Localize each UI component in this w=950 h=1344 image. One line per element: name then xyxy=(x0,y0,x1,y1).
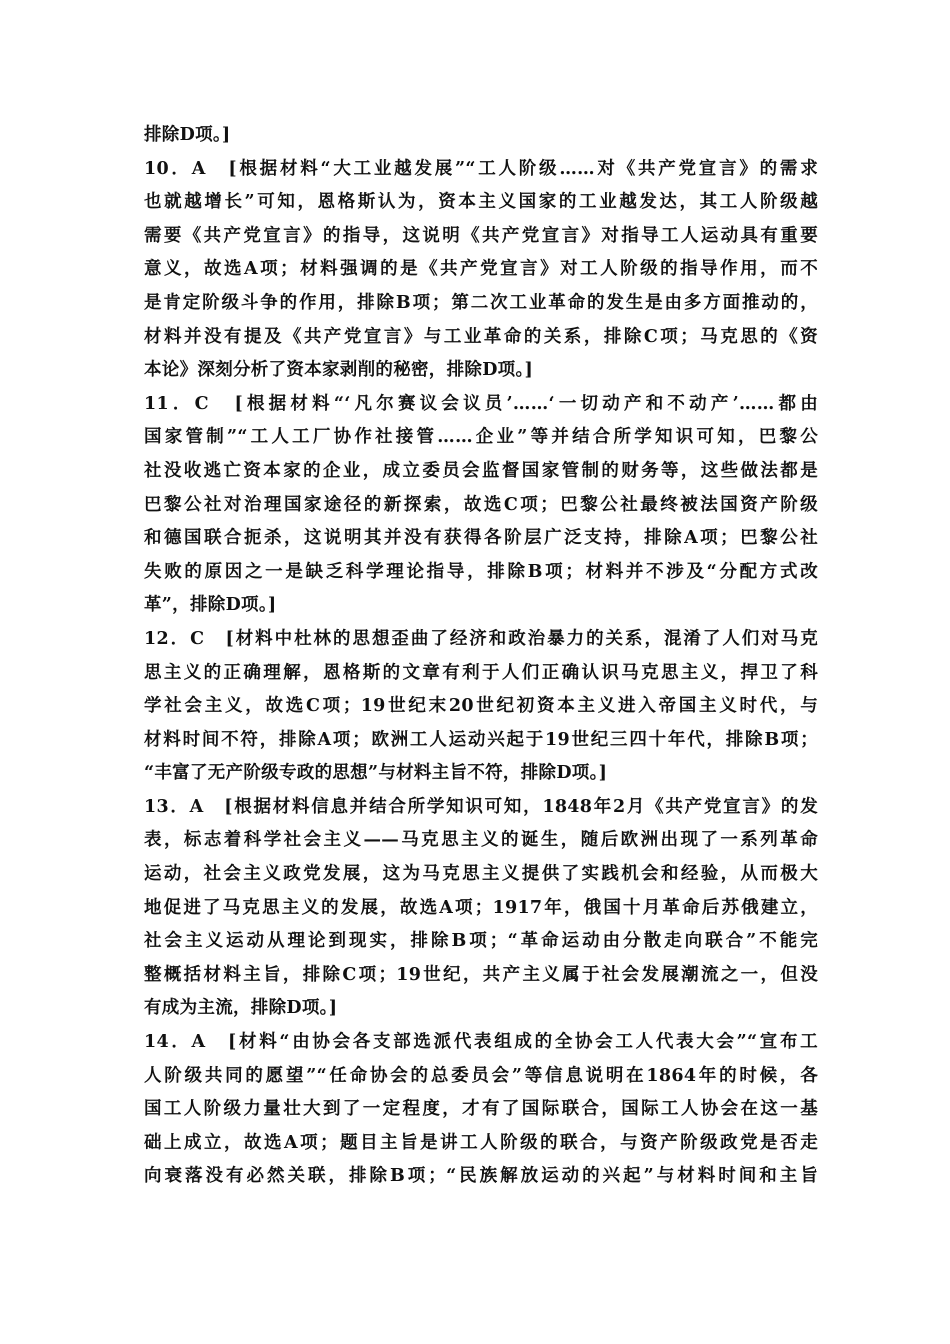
text-line: 国工人阶级力量壮大到了一定程度，才有了国际联合，国际工人协会在这一基 xyxy=(144,1099,818,1120)
text-line: 社没收逃亡资本家的企业，成立委员会监督国家管制的财务等，这些做法都是 xyxy=(144,460,818,481)
text-line: 材料时间不符，排除A项；欧洲工人运动兴起于19世纪三四十年代，排除B项； xyxy=(144,729,818,750)
text-line: 巴黎公社对治理国家途径的新探索，故选C项；巴黎公社最终被法国资产阶级 xyxy=(144,494,818,515)
text-line: 14．A [材料“由协会各支部选派代表组成的全协会工人代表大会”“宣布工 xyxy=(144,1032,818,1053)
text-line: 意义，故选A项；材料强调的是《共产党宣言》对工人阶级的指导作用，而不 xyxy=(144,259,818,280)
text-line: 向衰落没有必然关联，排除B项；“民族解放运动的兴起”与材料时间和主旨 xyxy=(144,1166,818,1187)
text-line: 排除D项。] xyxy=(144,125,231,145)
text-line: 革”，排除D项。] xyxy=(144,595,277,616)
text-line: 需要《共产党宣言》的指导，这说明《共产党宣言》对指导工人运动具有重要 xyxy=(144,225,818,246)
text-line: 思主义的正确理解，恩格斯的文章有利于人们正确认识马克思主义，捍卫了科 xyxy=(144,662,818,683)
text-line: 地促进了马克思主义的发展，故选A项；1917年，俄国十月革命后苏俄建立， xyxy=(144,897,818,918)
text-line: “丰富了无产阶级专政的思想”与材料主旨不符，排除D项。] xyxy=(144,763,608,784)
text-line: 人阶级共同的愿望”“任命协会的总委员会”等信息说明在1864年的时候，各 xyxy=(144,1065,818,1086)
text-line: 12．C [材料中杜林的思想歪曲了经济和政治暴力的关系，混淆了人们对马克 xyxy=(144,628,818,649)
text-line: 整概括材料主旨，排除C项；19世纪，共产主义属于社会发展潮流之一，但没 xyxy=(144,964,818,985)
text-line: 也就越增长”可知，恩格斯认为，资本主义国家的工业越发达，其工人阶级越 xyxy=(144,192,818,213)
text-line: 社会主义运动从理论到现实，排除B项；“革命运动由分散走向联合”不能完 xyxy=(144,931,818,952)
text-line: 是肯定阶级斗争的作用，排除B项；第二次工业革命的发生是由多方面推动的， xyxy=(144,292,818,313)
text-line: 10．A [根据材料“大工业越发展”“工人阶级……对《共产党宣言》的需求 xyxy=(144,158,818,179)
text-line: 表，标志着科学社会主义——马克思主义的诞生，随后欧洲出现了一系列革命 xyxy=(144,830,818,851)
text-line: 运动，社会主义政党发展，这为马克思主义提供了实践机会和经验，从而极大 xyxy=(144,864,818,885)
text-line: 学社会主义，故选C项；19世纪末20世纪初资本主义进入帝国主义时代，与 xyxy=(144,696,818,717)
text-line: 和德国联合扼杀，这说明其并没有获得各阶层广泛支持，排除A项；巴黎公社 xyxy=(144,528,818,549)
text-line: 本论》深刻分析了资本家剥削的秘密，排除D项。] xyxy=(144,360,534,381)
text-line: 国家管制”“工人工厂协作社接管……企业”等并结合所学知识可知，巴黎公 xyxy=(144,427,818,448)
text-line: 础上成立，故选A项；题目主旨是讲工人阶级的联合，与资产阶级政党是否走 xyxy=(144,1132,818,1153)
answer-explanation-text xyxy=(144,119,818,1194)
text-line: 材料并没有提及《共产党宣言》与工业革命的关系，排除C项；马克思的《资 xyxy=(144,326,818,347)
text-line: 失败的原因之一是缺乏科学理论指导，排除B项；材料并不涉及“分配方式改 xyxy=(144,561,818,582)
text-line: 有成为主流，排除D项。] xyxy=(144,998,338,1019)
text-line: 13．A [根据材料信息并结合所学知识可知，1848年2月《共产党宣言》的发 xyxy=(144,796,818,817)
text-line: 11．C [根据材料“‘凡尔赛议会议员’……‘一切动产和不动产’……都由 xyxy=(144,393,818,414)
